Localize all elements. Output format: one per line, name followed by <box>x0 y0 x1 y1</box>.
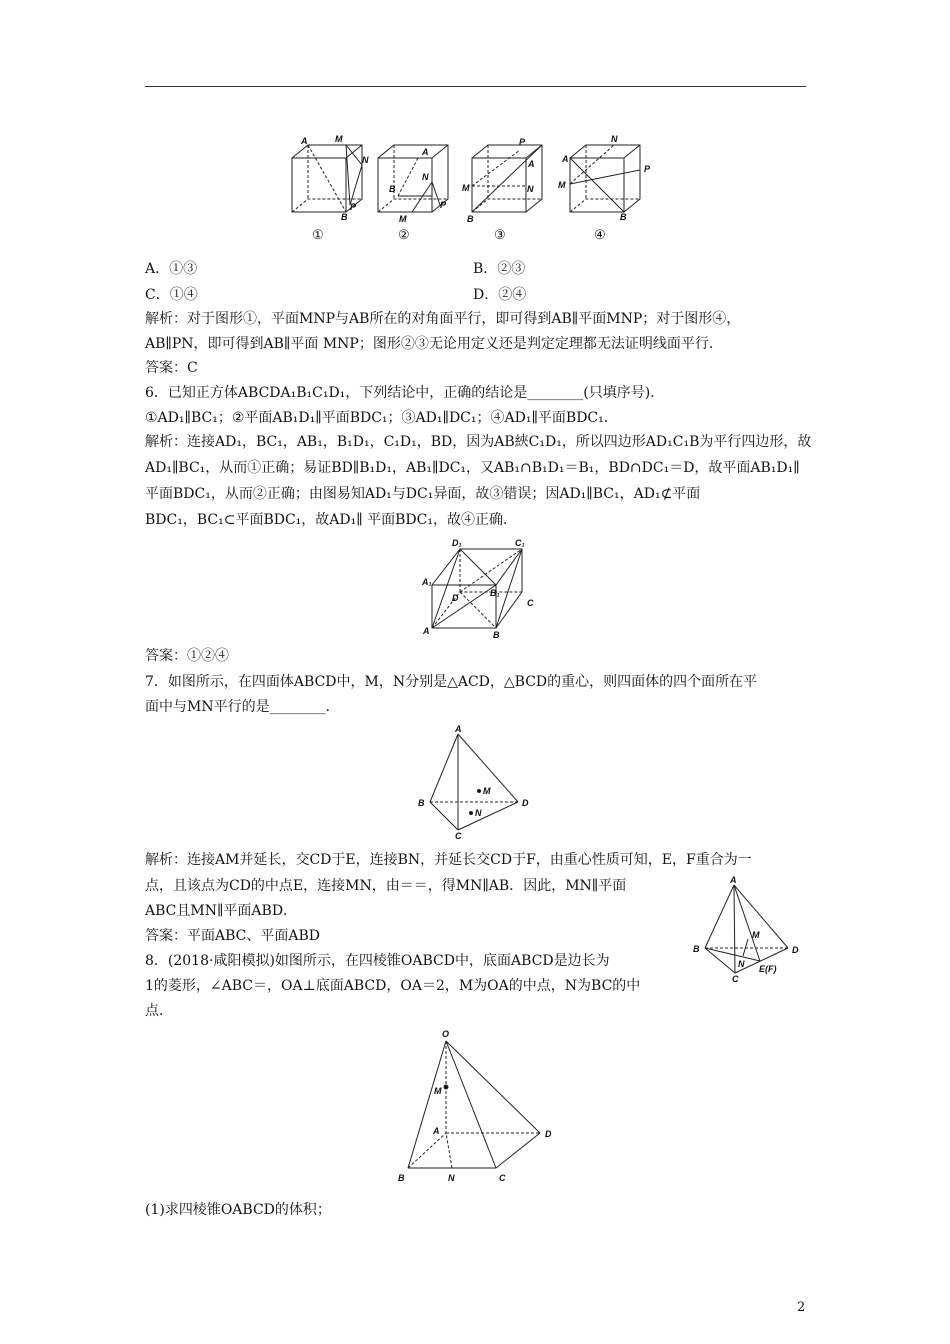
cube-label-c1: C₁ <box>515 538 525 548</box>
cube4-label-a: A <box>562 154 569 164</box>
q7-analysis-line3: ABC且MN∥平面ABD． <box>145 903 298 919</box>
tetra2-label-a: A <box>730 875 737 885</box>
cube1-label-b: B <box>341 212 348 222</box>
tetra2-label-ef: E(F) <box>759 964 777 974</box>
cube-label-a: A <box>423 626 430 636</box>
cube1-label-a: A <box>301 136 308 146</box>
tetra-label-m: M <box>483 786 491 796</box>
q8-sub-question-1: (1)求四棱锥OABCD的体积； <box>145 1202 331 1218</box>
pyramid-label-d: D <box>545 1129 552 1139</box>
q7-answer: 答案：平面ABC、平面ABD <box>145 928 320 944</box>
cube3-label-m: M <box>462 183 470 193</box>
cube-label-a1: A₁ <box>422 577 432 587</box>
tetra2-label-d: D <box>792 945 799 955</box>
tetra-label-n: N <box>475 808 482 818</box>
cube4-label-b: B <box>620 212 627 222</box>
cube-1 <box>292 134 369 222</box>
cube3-label-p: P <box>519 137 526 147</box>
cube-3 <box>462 137 542 224</box>
q8-stem-line2: 1的菱形，∠ABC＝，OA⊥底面ABCD，OA＝2，M为OA的中点，N为BC的中 <box>145 978 641 994</box>
tetra2-label-b: B <box>693 944 700 954</box>
q7-stem-line1: 7．如图所示，在四面体ABCD中，M，N分别是△ACD，△BCD的重心，则四面体的四个面所在平 <box>145 674 758 690</box>
q7-analysis-line2: 点，且该点为CD的中点E，连接MN，由＝＝，得MN∥AB．因此，MN∥平面 <box>145 878 627 894</box>
tetra-label-a: A <box>455 724 462 734</box>
q5-analysis-line2: AB∥PN，即可得到AB∥平面 MNP；图形②③无论用定义还是判定定理都无法证明线面平行． <box>145 336 723 352</box>
cube2-label-p: P <box>440 200 447 210</box>
tetra2-label-m: M <box>752 930 760 940</box>
tetra2-label-n: N <box>738 959 745 969</box>
figure-label-2: ② <box>398 228 410 243</box>
cube4-label-p: P <box>644 164 651 174</box>
cube-label-d1: D₁ <box>452 538 462 548</box>
cube1-label-p: P <box>350 202 357 212</box>
cube2-label-m: M <box>399 214 407 224</box>
cube2-label-n: N <box>422 172 429 182</box>
q5-answer: 答案：C <box>145 360 198 376</box>
tetra-label-b: B <box>418 798 425 808</box>
q7-analysis-line1: 解析：连接AM并延长，交CD于E，连接BN，并延长交CD于F，由重心性质可知，E，F重合为一 <box>145 852 752 868</box>
q6-analysis-line3: 平面BDC₁，从而②正确；由图易知AD₁与DC₁异面，故③错误；因AD₁∥BC₁，AD₁⊄平面 <box>145 486 701 502</box>
q6-analysis-line1: 解析：连接AD₁，BC₁，AB₁，B₁D₁，C₁D₁，BD，因为AB綊C₁D₁，所以四边形AD₁C₁B为平行四边形，故 <box>145 434 812 450</box>
tetra-label-d: D <box>522 798 529 808</box>
cube-label-b1: B₁ <box>490 588 500 598</box>
figure-label-3: ③ <box>494 228 506 243</box>
q5-option-c: C．①④ <box>145 287 198 303</box>
cube-label-d: D <box>452 593 459 603</box>
q5-option-b: B．②③ <box>473 261 526 277</box>
cube4-label-m: M <box>558 180 566 190</box>
q5-option-a: A．①③ <box>145 261 198 277</box>
four-cubes-figure <box>0 0 950 250</box>
cube1-label-n: N <box>362 155 369 165</box>
cube-4 <box>558 134 651 222</box>
pyramid-label-b: B <box>398 1173 405 1183</box>
cube-label-b: B <box>493 630 500 640</box>
figure-label-4: ④ <box>594 228 606 243</box>
cube-label-c: C <box>527 598 534 608</box>
pyramid-label-n: N <box>448 1173 455 1183</box>
cube3-label-a: A <box>528 159 535 169</box>
q8-stem-line3: 点． <box>145 1003 173 1019</box>
cube1-label-m: M <box>335 134 343 144</box>
q5-analysis-line1: 解析：对于图形①，平面MNP与AB所在的对角面平行，即可得到AB∥平面MNP；对于图形④， <box>145 311 741 327</box>
q6-answer: 答案：①②④ <box>145 648 229 664</box>
tetra2-label-c: C <box>732 974 739 984</box>
cube2-label-a: A <box>422 147 429 157</box>
q6-stem-line1: 6．已知正方体ABCDA₁B₁C₁D₁，下列结论中，正确的结论是________(只填序号)． <box>145 385 665 401</box>
q5-option-d: D．②④ <box>473 287 527 303</box>
tetrahedron-figure <box>0 726 950 846</box>
pyramid-label-m: M <box>434 1086 442 1096</box>
pyramid-label-o: O <box>442 1029 450 1039</box>
cube2-label-b: B <box>389 184 396 194</box>
cube-abcd-figure <box>0 540 950 640</box>
q8-stem-line1: 8．(2018·咸阳模拟)如图所示，在四棱锥OABCD中，底面ABCD是边长为 <box>145 953 610 969</box>
figure-label-1: ① <box>312 228 324 243</box>
cube4-label-n: N <box>611 134 618 144</box>
q6-analysis-line4: BDC₁，BC₁⊂平面BDC₁，故AD₁∥ 平面BDC₁，故④正确． <box>145 512 517 528</box>
pyramid-label-a: A <box>433 1126 440 1136</box>
pyramid-figure <box>0 1026 950 1186</box>
pyramid-label-c: C <box>499 1173 506 1183</box>
q7-stem-line2: 面中与MN平行的是________． <box>145 699 340 715</box>
cube3-label-b: B <box>467 214 474 224</box>
cube-2 <box>378 145 448 224</box>
page-number: 2 <box>797 1300 806 1315</box>
tetra-label-c: C <box>455 831 462 841</box>
cube3-label-n: N <box>527 184 534 194</box>
q6-analysis-line2: AD₁∥BC₁，从而①正确；易证BD∥B₁D₁，AB₁∥DC₁，又AB₁∩B₁D₁＝B₁，BD∩DC₁＝D，故平面AB₁D₁∥ <box>145 460 800 476</box>
q6-stem-line2: ①AD₁∥BC₁；②平面AB₁D₁∥平面BDC₁；③AD₁∥DC₁；④AD₁∥平面BDC₁． <box>145 410 618 426</box>
